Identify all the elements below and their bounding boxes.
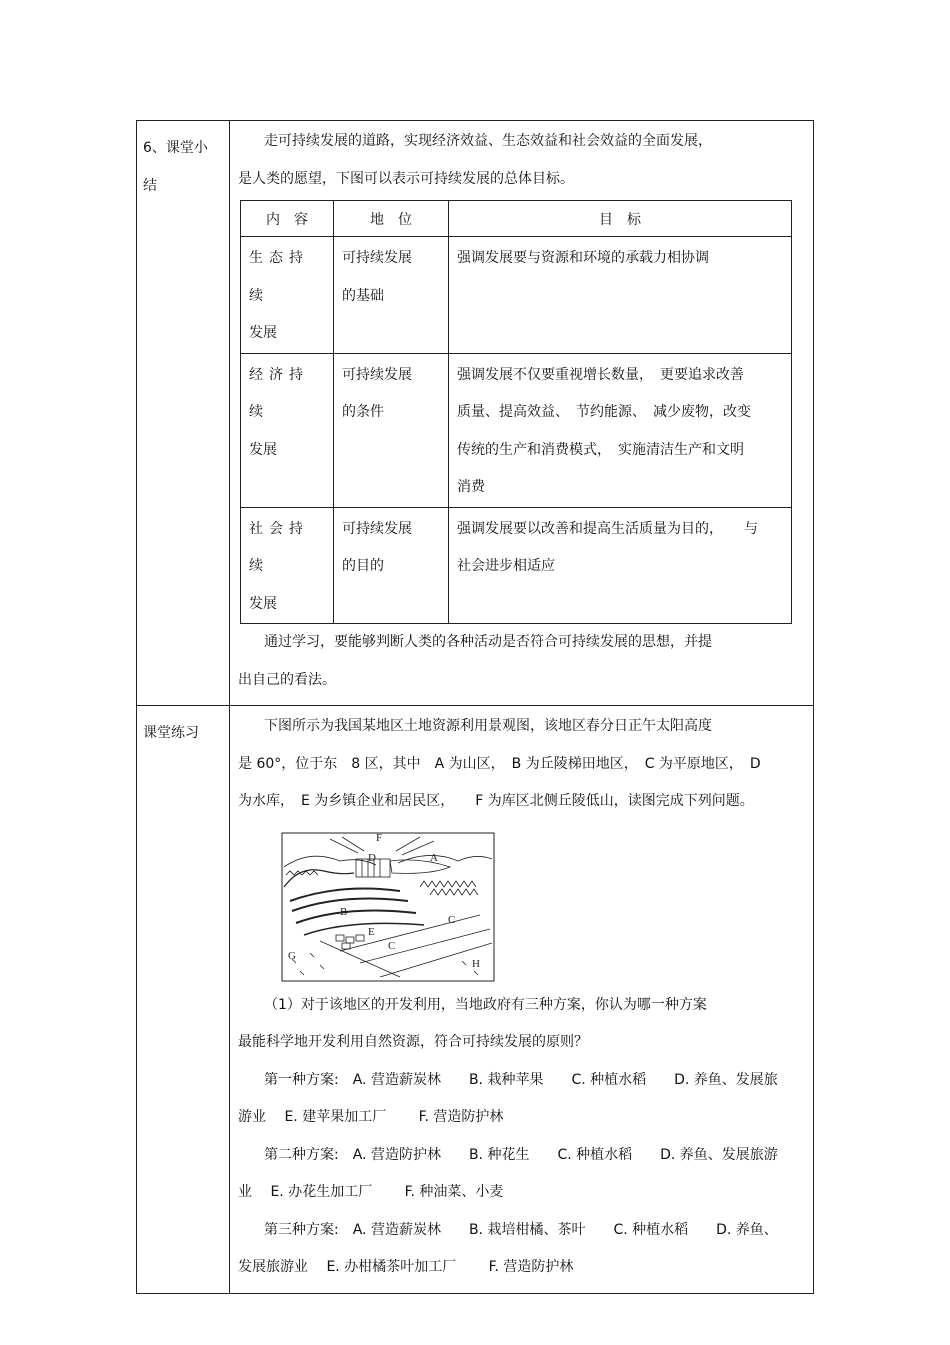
practice-label: 课堂练习 <box>143 725 199 741</box>
row-position-line: 的条件 <box>342 404 384 420</box>
row-goal-line: 强调发展不仅要重视增长数量， 更要追求改善 <box>457 366 744 383</box>
practice-intro-line: 下图所示为我国某地区土地资源利用景观图，该地区春分日正午太阳高度 <box>264 718 712 734</box>
figure-label-g: G <box>288 949 296 962</box>
row-content-line: 社会持续 <box>249 520 309 574</box>
row-goal-line: 强调发展要与资源和环境的承载力相协调 <box>457 250 709 266</box>
sustainability-header-row <box>241 201 792 237</box>
row-content-line: 经济持续 <box>249 366 309 420</box>
summary-row <box>137 121 814 706</box>
summary-closing-line: 通过学习，要能够判断人类的各种活动是否符合可持续发展的思想，并提 <box>264 634 712 650</box>
figure-label-h: H <box>472 957 480 970</box>
question-line: 最能科学地开发利用自然资源，符合可持续发展的原则？ <box>238 1034 588 1050</box>
summary-label-line: 6、课堂小 <box>143 140 208 156</box>
row-content-line: 发展 <box>249 595 277 612</box>
row-position-line: 可持续发展 <box>342 366 412 383</box>
row-goal-cell <box>449 353 792 507</box>
land-use-landscape-figure <box>280 831 496 983</box>
row-goal-line: 强调发展要以改善和提高生活质量为目的， 与 <box>457 520 758 537</box>
practice-row <box>137 706 814 1294</box>
table-row <box>241 237 792 354</box>
row-content-cell <box>241 353 334 507</box>
row-position-line: 的基础 <box>342 287 384 304</box>
row-position-cell <box>334 237 449 354</box>
practice-content-cell <box>230 706 814 1294</box>
plan1-line: 游业 E. 建苹果加工厂 F. 营造防护林 <box>238 1109 504 1125</box>
row-position-cell <box>334 353 449 507</box>
row-goal-line: 传统的生产和消费模式， 实施清洁生产和文明 <box>457 441 744 458</box>
row-goal-cell <box>449 507 792 624</box>
plan3-line: 第三种方案: A. 营造薪炭林 B. 栽培柑橘、茶叶 C. 种植水稻 D. 养鱼、 <box>264 1221 778 1238</box>
practice-label-cell <box>137 706 230 1294</box>
summary-intro-line: 走可持续发展的道路，实现经济效益、生态效益和社会效益的全面发展， <box>264 133 712 149</box>
header-content: 内 容 <box>241 201 334 237</box>
row-goal-line: 消费 <box>457 479 485 495</box>
table-row <box>241 353 792 507</box>
row-goal-cell <box>449 237 792 354</box>
row-goal-line: 社会进步相适应 <box>457 558 555 574</box>
plan1-line: 第一种方案: A. 营造薪炭林 B. 栽种苹果 C. 种植水稻 D. 养鱼、发展旅 <box>264 1071 778 1088</box>
plan2-line: 业 E. 办花生加工厂 F. 种油菜、小麦 <box>238 1184 504 1200</box>
practice-intro-line: 是 60°，位于东 8 区，其中 A 为山区， B 为丘陵梯田地区， C 为平原地区， D <box>238 755 761 772</box>
header-goal: 目 标 <box>449 201 792 237</box>
figure-label-b: B <box>340 905 348 918</box>
plan2-line: 第二种方案: A. 营造防护林 B. 种花生 C. 种植水稻 D. 养鱼、发展旅游 <box>264 1146 778 1163</box>
figure-label-c-upper: C <box>448 913 456 926</box>
figure-label-e: E <box>368 925 375 938</box>
summary-label-line: 结 <box>143 178 157 194</box>
summary-label-cell <box>137 121 230 706</box>
row-position-line: 的目的 <box>342 558 384 574</box>
row-content-line: 发展 <box>249 325 277 341</box>
table-row <box>241 507 792 624</box>
figure-label-d: D <box>368 851 376 864</box>
row-content-cell <box>241 507 334 624</box>
practice-intro-line: 为水库， E 为乡镇企业和居民区， F 为库区北侧丘陵低山，读图完成下列问题。 <box>238 793 754 809</box>
row-position-cell <box>334 507 449 624</box>
sustainability-table <box>240 200 792 624</box>
header-position: 地 位 <box>334 201 449 237</box>
summary-intro-line: 是人类的愿望，下图可以表示可持续发展的总体目标。 <box>238 170 574 187</box>
figure-label-f: F <box>376 831 383 844</box>
figure-label-a: A <box>430 851 438 864</box>
plan3-line: 发展旅游业 E. 办柑橘茶叶加工厂 F. 营造防护林 <box>238 1259 574 1275</box>
row-content-cell <box>241 237 334 354</box>
summary-content-cell <box>230 121 814 706</box>
lesson-table <box>136 120 814 1294</box>
question-line: （1）对于该地区的开发利用，当地政府有三种方案，你认为哪一种方案 <box>264 996 707 1013</box>
summary-closing-line: 出自己的看法。 <box>238 671 336 688</box>
row-goal-line: 质量、提高效益、 节约能源、 减少废物，改变 <box>457 404 751 420</box>
figure-label-c-lower: C <box>388 939 396 952</box>
row-content-line: 发展 <box>249 441 277 458</box>
row-position-line: 可持续发展 <box>342 250 412 266</box>
row-content-line: 生态持续 <box>249 250 309 304</box>
row-position-line: 可持续发展 <box>342 520 412 537</box>
